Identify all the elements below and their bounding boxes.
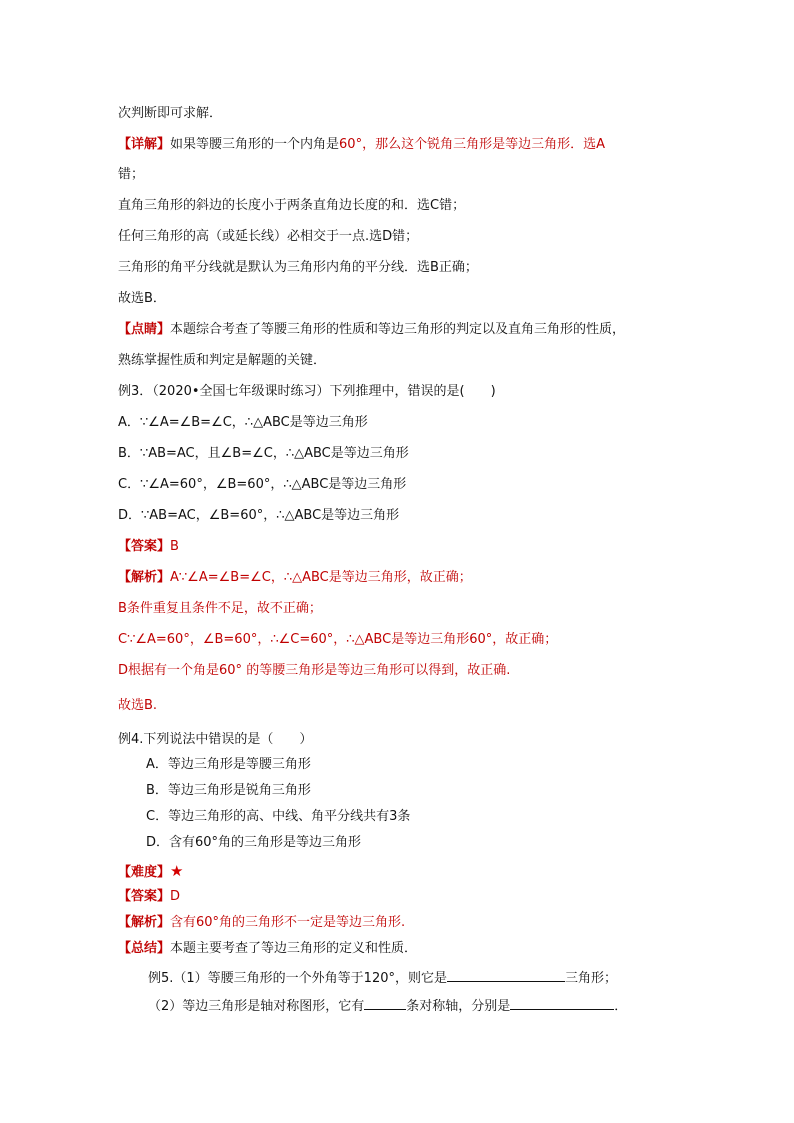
text-run-red: 故选B. [118, 698, 158, 713]
answer-blank[interactable] [510, 995, 614, 1010]
text-run: A．等边三角形是等腰三角形 [146, 757, 311, 772]
text-line [118, 165, 144, 185]
text-run: 任何三角形的高（或延长线）必相交于一点.选D错； [118, 229, 419, 244]
text-run: 错； [118, 167, 145, 182]
text-run-red: A∵∠A=∠B=∠C，∴△ABC是等边三角形，故正确； [170, 570, 472, 585]
text-run: 三角形的角平分线就是默认为三角形内角的平分线．选B正确； [118, 260, 478, 275]
example-3-option-b [118, 444, 409, 464]
text-run: D．∵AB=AC，∠B=60°，∴△ABC是等边三角形 [118, 508, 400, 523]
text-run-red: 60°，那么这个锐角三角形是等边三角形．选A [339, 137, 605, 152]
text-run: （2）等边三角形是轴对称图形，它有 [148, 999, 365, 1014]
text-run: A．∵∠A=∠B=∠C，∴△ABC是等边三角形 [118, 415, 368, 430]
answer-blank[interactable] [364, 995, 406, 1010]
text-run: 本题综合考查了等腰三角形的性质和等边三角形的判定以及直角三角形的性质， [170, 322, 626, 337]
analysis-line [118, 913, 405, 933]
analysis-tag: 【解析】 [118, 915, 171, 930]
text-line [118, 104, 222, 124]
text-run-red: 含有60°角的三角形不一定是等边三角形. [170, 915, 406, 930]
text-run: B．等边三角形是锐角三角形 [146, 783, 311, 798]
text-run: 条对称轴，分别是 [406, 999, 511, 1014]
text-run: 次判断即可求解． [118, 106, 223, 121]
example-5-part-2 [148, 995, 627, 1017]
answer-tag: 【答案】 [118, 889, 171, 904]
answer-line [118, 537, 179, 557]
summary-tag: 【总结】 [118, 941, 171, 956]
detail-line [118, 135, 605, 155]
analysis-line [118, 696, 157, 716]
text-run: C．∵∠A=60°，∠B=60°，∴△ABC是等边三角形 [118, 477, 407, 492]
answer-tag: 【答案】 [118, 539, 171, 554]
text-run: ． [614, 999, 628, 1014]
text-run: 如果等腰三角形的一个内角是 [170, 137, 340, 152]
example-4-option-c [146, 807, 410, 827]
analysis-line [118, 630, 557, 650]
example-4-option-b [146, 781, 311, 801]
example-3-option-a [118, 413, 368, 433]
answer-blank[interactable] [447, 967, 565, 982]
summary-line [118, 939, 417, 959]
text-line [118, 227, 418, 247]
example-3-option-d [118, 506, 399, 526]
analysis-tag: 【解析】 [118, 570, 171, 585]
text-run: 例5.（1）等腰三角形的一个外角等于120°，则它是 [148, 971, 447, 986]
example-4-option-d [146, 833, 361, 853]
answer-line [118, 887, 180, 907]
text-run-red: C∵∠A=60°，∠B=60°，∴∠C=60°，∴△ABC是等边三角形60°，故正确； [118, 632, 558, 647]
text-run: 三角形； [565, 971, 618, 986]
text-run: C．等边三角形的高、中线、角平分线共有3条 [146, 809, 411, 824]
text-line [118, 351, 326, 371]
difficulty-line [118, 861, 183, 883]
text-run: 例4.下列说法中错误的是（ ） [118, 732, 313, 747]
text-run-red: 的等腰三角形是等边三角形可以得到，故正确. [246, 663, 511, 678]
text-run-red: D根据有一个角是60° [118, 663, 243, 678]
text-run: 例3．（2020•全国七年级课时练习）下列推理中，错误的是( ) [118, 384, 496, 399]
text-line [118, 258, 478, 278]
text-line [118, 196, 465, 216]
text-run: 直角三角形的斜边的长度小于两条直角边长度的和．选C错； [118, 198, 466, 213]
example-4-option-a [146, 755, 311, 775]
example-3-option-c [118, 475, 406, 495]
comment-line [118, 320, 625, 340]
text-run: 本题主要考查了等边三角形的定义和性质． [170, 941, 418, 956]
text-run-red: B条件重复且条件不足，故不正确； [118, 601, 322, 616]
answer-value: D [170, 889, 181, 904]
text-run: D．含有60°角的三角形是等边三角形 [146, 835, 362, 850]
text-line [118, 289, 166, 309]
text-run: 故选B． [118, 291, 166, 306]
example-5-part-1 [148, 967, 617, 989]
analysis-line [118, 661, 510, 681]
text-run: 熟练掌握性质和判定是解题的关键． [118, 353, 327, 368]
detail-tag: 【详解】 [118, 137, 171, 152]
example-4-question [118, 730, 312, 750]
answer-value: B [170, 539, 179, 554]
comment-tag: 【点睛】 [118, 322, 171, 337]
text-run: B．∵AB=AC，且∠B=∠C，∴△ABC是等边三角形 [118, 446, 409, 461]
analysis-line [118, 568, 472, 588]
analysis-line [118, 599, 322, 619]
difficulty-tag: 【难度】 [118, 865, 171, 880]
example-3-question [118, 382, 496, 402]
star-icon: ★ [170, 862, 184, 880]
